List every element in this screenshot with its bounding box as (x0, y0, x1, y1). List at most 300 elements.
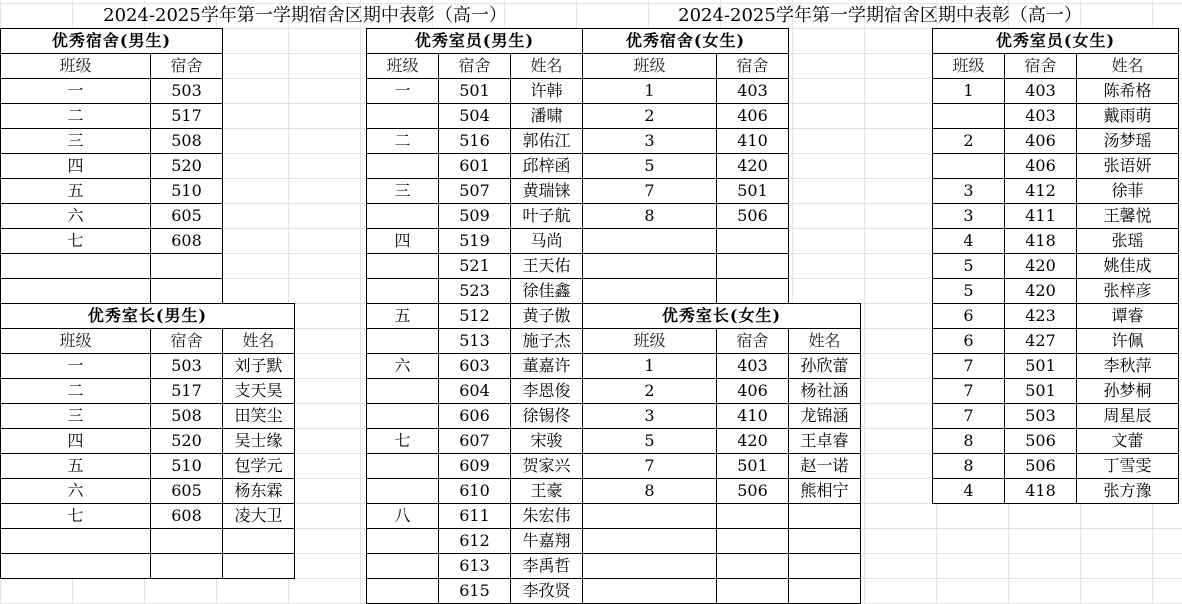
table-row (367, 279, 583, 304)
table-row (367, 204, 583, 229)
table-row (933, 204, 1179, 229)
table-row (367, 504, 583, 529)
column-header: 姓名 (789, 329, 861, 354)
table-cell: 汤梦瑶 (1077, 129, 1179, 154)
table-cell (367, 204, 439, 229)
table-cell: 501 (1005, 379, 1077, 404)
table-row (933, 404, 1179, 429)
table-cell: 叶子航 (511, 204, 583, 229)
table-cell: 1 (583, 79, 717, 104)
column-header: 宿舍 (1005, 54, 1077, 79)
table-row (1, 504, 295, 529)
table-row (367, 579, 583, 604)
table-cell: 李恩俊 (511, 379, 583, 404)
table-row (367, 529, 583, 554)
table-cell: 7 (933, 404, 1005, 429)
column-header: 宿舍 (717, 329, 789, 354)
table-cell: 一 (367, 79, 439, 104)
table-row (1, 454, 295, 479)
table-row (1, 229, 223, 254)
table-cell: 406 (1005, 154, 1077, 179)
table-cell: 501 (1005, 354, 1077, 379)
table-cell: 520 (151, 429, 223, 454)
table-cell: 熊相宁 (789, 479, 861, 504)
table-cell: 刘子默 (223, 354, 295, 379)
table-cell: 三 (1, 404, 151, 429)
table-cell: 611 (439, 504, 511, 529)
table-cell: 支天昊 (223, 379, 295, 404)
table-cell (583, 254, 717, 279)
table-cell: 420 (1005, 279, 1077, 304)
table-cell: 403 (1005, 79, 1077, 104)
table-cell: 420 (1005, 254, 1077, 279)
table-row (583, 79, 789, 104)
table-cell: 四 (1, 154, 151, 179)
column-header: 宿舍 (151, 329, 223, 354)
table-cell (717, 529, 789, 554)
table-cell: 4 (933, 229, 1005, 254)
table-row (367, 179, 583, 204)
boys-member-table (366, 28, 583, 604)
table-row (583, 354, 861, 379)
table-cell: 5 (933, 279, 1005, 304)
table-cell: 宋骏 (511, 429, 583, 454)
table-header-row (1, 329, 295, 354)
table-row (367, 129, 583, 154)
table-cell: 403 (1005, 104, 1077, 129)
table-cell: 王馨悦 (1077, 204, 1179, 229)
table-cell: 604 (439, 379, 511, 404)
table-row (933, 379, 1179, 404)
table-cell (717, 504, 789, 529)
table-cell: 420 (717, 154, 789, 179)
table-row (933, 429, 1179, 454)
table-cell: 四 (367, 229, 439, 254)
table-cell (367, 479, 439, 504)
table-row (367, 354, 583, 379)
table-cell: 李秋萍 (1077, 354, 1179, 379)
column-header: 班级 (583, 329, 717, 354)
table-cell: 三 (1, 129, 151, 154)
table-cell: 包学元 (223, 454, 295, 479)
table-cell (151, 554, 223, 579)
table-row (583, 404, 861, 429)
table-cell (367, 529, 439, 554)
table-cell: 501 (717, 179, 789, 204)
column-header: 姓名 (223, 329, 295, 354)
table-cell: 许佩 (1077, 329, 1179, 354)
table-cell: 512 (439, 304, 511, 329)
table-cell: 605 (151, 204, 223, 229)
table-row (583, 479, 861, 504)
table-title: 优秀宿舍(男生) (1, 29, 223, 54)
table-cell: 丁雪雯 (1077, 454, 1179, 479)
table-cell: 504 (439, 104, 511, 129)
table-title-row (1, 29, 223, 54)
table-row (367, 379, 583, 404)
table-cell (717, 254, 789, 279)
boys-dorm-table (0, 28, 223, 304)
table-cell: 615 (439, 579, 511, 604)
table-cell: 8 (583, 204, 717, 229)
table-row (933, 79, 1179, 104)
table-cell: 610 (439, 479, 511, 504)
table-row (933, 229, 1179, 254)
table-cell: 418 (1005, 229, 1077, 254)
table-row (1, 479, 295, 504)
table-cell (367, 554, 439, 579)
table-cell: 王豪 (511, 479, 583, 504)
table-title: 优秀宿舍(女生) (583, 29, 789, 54)
table-cell: 郭佑江 (511, 129, 583, 154)
table-cell: 李孜贤 (511, 579, 583, 604)
table-row (583, 579, 861, 604)
table-header-row (367, 54, 583, 79)
table-row (583, 279, 789, 304)
table-row (583, 154, 789, 179)
table-cell (717, 279, 789, 304)
table-cell: 5 (583, 154, 717, 179)
table-row (583, 254, 789, 279)
table-row (367, 429, 583, 454)
table-row (1, 429, 295, 454)
table-cell: 7 (583, 179, 717, 204)
table-cell: 503 (151, 354, 223, 379)
column-header: 姓名 (511, 54, 583, 79)
table-cell: 二 (367, 129, 439, 154)
table-row (1, 179, 223, 204)
table-cell: 517 (151, 104, 223, 129)
table-cell: 503 (151, 79, 223, 104)
table-cell: 2 (583, 379, 717, 404)
table-cell: 徐佳鑫 (511, 279, 583, 304)
table-cell: 吴士缘 (223, 429, 295, 454)
table-row (933, 304, 1179, 329)
table-row (933, 354, 1179, 379)
table-cell: 3 (933, 204, 1005, 229)
table-cell (789, 529, 861, 554)
table-row (1, 354, 295, 379)
table-cell: 一 (1, 79, 151, 104)
table-cell (367, 154, 439, 179)
table-cell: 张瑶 (1077, 229, 1179, 254)
table-cell: 406 (1005, 129, 1077, 154)
table-cell: 605 (151, 479, 223, 504)
girls-leader-table (582, 303, 861, 604)
table-cell (151, 254, 223, 279)
table-cell: 508 (151, 404, 223, 429)
table-cell: 孙梦桐 (1077, 379, 1179, 404)
table-cell: 五 (1, 454, 151, 479)
table-row (1, 104, 223, 129)
page-title-left: 2024-2025学年第一学期宿舍区期中表彰（高一） (103, 5, 507, 26)
table-cell (789, 579, 861, 604)
table-cell: 二 (1, 379, 151, 404)
table-cell (583, 504, 717, 529)
table-row (1, 404, 295, 429)
column-header: 班级 (583, 54, 717, 79)
table-cell (789, 504, 861, 529)
table-cell: 施子杰 (511, 329, 583, 354)
table-cell: 403 (717, 354, 789, 379)
table-cell: 501 (439, 79, 511, 104)
table-cell: 文蕾 (1077, 429, 1179, 454)
table-cell (1, 529, 151, 554)
table-cell: 七 (1, 229, 151, 254)
table-cell (367, 379, 439, 404)
table-cell: 六 (367, 354, 439, 379)
table-cell: 2 (933, 129, 1005, 154)
table-cell (933, 104, 1005, 129)
table-cell (367, 254, 439, 279)
table-cell: 608 (151, 229, 223, 254)
table-row (1, 79, 223, 104)
table-cell: 徐菲 (1077, 179, 1179, 204)
table-cell: 406 (717, 104, 789, 129)
table-title-row (583, 304, 861, 329)
table-cell: 四 (1, 429, 151, 454)
table-cell (1, 554, 151, 579)
table-cell: 513 (439, 329, 511, 354)
table-cell: 董嘉许 (511, 354, 583, 379)
table-cell (223, 554, 295, 579)
table-cell: 田笑尘 (223, 404, 295, 429)
table-cell (367, 104, 439, 129)
table-cell: 三 (367, 179, 439, 204)
table-cell (789, 554, 861, 579)
table-cell: 六 (1, 479, 151, 504)
table-cell: 517 (151, 379, 223, 404)
table-row (367, 154, 583, 179)
table-cell (1, 254, 151, 279)
table-row (1, 529, 295, 554)
table-cell (367, 404, 439, 429)
table-cell: 徐锡佟 (511, 404, 583, 429)
table-cell (583, 529, 717, 554)
table-cell (583, 279, 717, 304)
column-header: 宿舍 (439, 54, 511, 79)
table-cell: 2 (583, 104, 717, 129)
table-row (583, 454, 861, 479)
table-cell: 501 (717, 454, 789, 479)
table-cell: 520 (151, 154, 223, 179)
table-cell: 613 (439, 554, 511, 579)
column-header: 班级 (367, 54, 439, 79)
girls-member-table (932, 28, 1179, 504)
table-title-row (367, 29, 583, 54)
table-cell: 张梓彦 (1077, 279, 1179, 304)
table-cell: 412 (1005, 179, 1077, 204)
table-cell: 411 (1005, 204, 1077, 229)
table-cell: 510 (151, 179, 223, 204)
table-cell: 潘啸 (511, 104, 583, 129)
table-cell: 五 (1, 179, 151, 204)
table-cell: 张语妍 (1077, 154, 1179, 179)
table-cell: 601 (439, 154, 511, 179)
table-cell (151, 529, 223, 554)
table-cell (717, 579, 789, 604)
table-cell: 418 (1005, 479, 1077, 504)
table-row (367, 79, 583, 104)
table-row (583, 529, 861, 554)
table-title: 优秀室长(男生) (1, 304, 295, 329)
table-cell: 王卓睿 (789, 429, 861, 454)
table-cell: 赵一诺 (789, 454, 861, 479)
table-cell: 5 (583, 429, 717, 454)
table-cell: 516 (439, 129, 511, 154)
table-row (583, 554, 861, 579)
table-cell: 谭睿 (1077, 304, 1179, 329)
table-cell (717, 554, 789, 579)
table-cell: 戴雨萌 (1077, 104, 1179, 129)
table-title-row (583, 29, 789, 54)
table-row (583, 104, 789, 129)
table-cell: 7 (583, 454, 717, 479)
table-row (367, 254, 583, 279)
table-cell (367, 454, 439, 479)
table-cell: 506 (717, 479, 789, 504)
table-title-row (933, 29, 1179, 54)
table-cell: 506 (717, 204, 789, 229)
table-row (933, 104, 1179, 129)
table-cell: 8 (583, 479, 717, 504)
table-cell: 邱梓函 (511, 154, 583, 179)
table-row (367, 104, 583, 129)
table-row (1, 279, 223, 304)
table-row (1, 129, 223, 154)
table-cell (583, 554, 717, 579)
table-cell: 5 (933, 254, 1005, 279)
table-cell: 六 (1, 204, 151, 229)
table-cell: 523 (439, 279, 511, 304)
table-cell: 杨东霖 (223, 479, 295, 504)
table-row (367, 454, 583, 479)
table-cell: 410 (717, 129, 789, 154)
table-cell: 7 (933, 379, 1005, 404)
table-row (1, 154, 223, 179)
table-cell: 603 (439, 354, 511, 379)
table-cell: 五 (367, 304, 439, 329)
table-row (933, 279, 1179, 304)
table-row (933, 154, 1179, 179)
table-cell: 1 (583, 354, 717, 379)
table-row (1, 254, 223, 279)
table-cell: 607 (439, 429, 511, 454)
table-cell: 410 (717, 404, 789, 429)
table-cell: 许韩 (511, 79, 583, 104)
table-cell: 406 (717, 379, 789, 404)
column-header: 班级 (1, 329, 151, 354)
table-cell: 姚佳成 (1077, 254, 1179, 279)
girls-dorm-table (582, 28, 789, 304)
table-cell: 506 (1005, 429, 1077, 454)
table-row (933, 129, 1179, 154)
table-cell: 8 (933, 454, 1005, 479)
table-cell: 张方豫 (1077, 479, 1179, 504)
table-cell: 423 (1005, 304, 1077, 329)
table-header-row (1, 54, 223, 79)
table-cell: 二 (1, 104, 151, 129)
table-cell: 403 (717, 79, 789, 104)
table-cell: 3 (583, 404, 717, 429)
table-title: 优秀室员(女生) (933, 29, 1179, 54)
table-cell (367, 329, 439, 354)
table-cell: 陈希格 (1077, 79, 1179, 104)
table-cell: 八 (367, 504, 439, 529)
table-cell: 612 (439, 529, 511, 554)
table-cell: 608 (151, 504, 223, 529)
table-row (367, 329, 583, 354)
table-cell: 521 (439, 254, 511, 279)
table-row (583, 379, 861, 404)
table-row (367, 229, 583, 254)
table-cell: 1 (933, 79, 1005, 104)
boys-leader-table (0, 303, 295, 579)
table-cell: 420 (717, 429, 789, 454)
table-cell: 王天佑 (511, 254, 583, 279)
column-header: 姓名 (1077, 54, 1179, 79)
table-cell (367, 279, 439, 304)
table-cell: 朱宏伟 (511, 504, 583, 529)
table-title-row (1, 304, 295, 329)
table-cell: 427 (1005, 329, 1077, 354)
table-cell: 3 (583, 129, 717, 154)
table-row (1, 379, 295, 404)
table-cell: 606 (439, 404, 511, 429)
table-cell: 503 (1005, 404, 1077, 429)
table-cell: 七 (1, 504, 151, 529)
table-cell: 七 (367, 429, 439, 454)
table-header-row (583, 329, 861, 354)
table-row (933, 254, 1179, 279)
table-row (1, 204, 223, 229)
table-cell: 龙锦涵 (789, 404, 861, 429)
table-cell (583, 229, 717, 254)
table-cell: 6 (933, 329, 1005, 354)
table-row (583, 129, 789, 154)
table-row (367, 554, 583, 579)
table-cell: 510 (151, 454, 223, 479)
table-row (583, 179, 789, 204)
table-cell (583, 579, 717, 604)
table-cell: 507 (439, 179, 511, 204)
table-title: 优秀室长(女生) (583, 304, 861, 329)
table-cell: 508 (151, 129, 223, 154)
table-cell (151, 279, 223, 304)
table-cell: 马尚 (511, 229, 583, 254)
table-cell: 黄子傲 (511, 304, 583, 329)
table-cell: 4 (933, 479, 1005, 504)
table-cell: 孙欣蕾 (789, 354, 861, 379)
column-header: 宿舍 (717, 54, 789, 79)
table-cell: 519 (439, 229, 511, 254)
table-cell (717, 229, 789, 254)
table-row (933, 479, 1179, 504)
table-header-row (933, 54, 1179, 79)
table-row (933, 454, 1179, 479)
table-cell: 609 (439, 454, 511, 479)
table-cell: 贺家兴 (511, 454, 583, 479)
table-cell (933, 154, 1005, 179)
table-cell: 8 (933, 429, 1005, 454)
table-cell: 6 (933, 304, 1005, 329)
table-row (367, 479, 583, 504)
table-row (583, 504, 861, 529)
table-row (933, 329, 1179, 354)
table-title: 优秀室员(男生) (367, 29, 583, 54)
table-cell: 506 (1005, 454, 1077, 479)
table-header-row (583, 54, 789, 79)
